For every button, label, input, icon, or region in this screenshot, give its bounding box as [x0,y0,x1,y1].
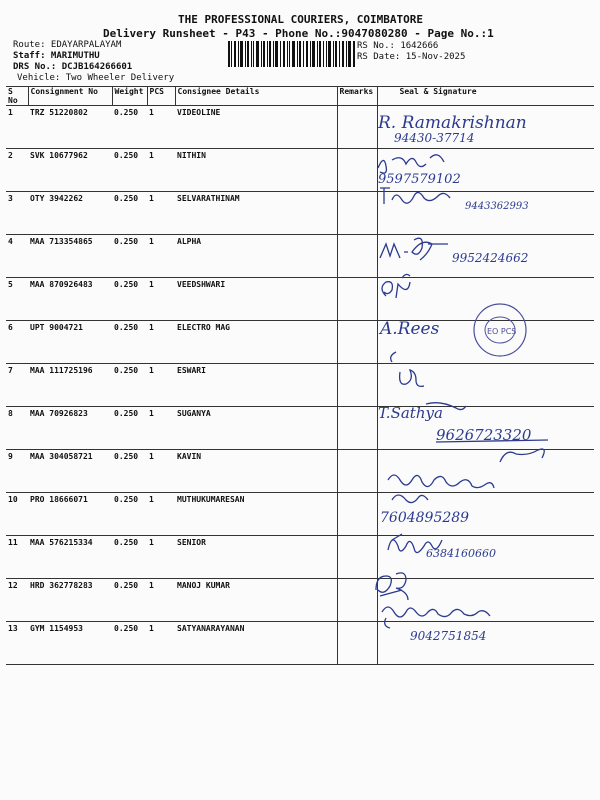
signature-cell [377,450,594,493]
sno-cell: 12 [6,579,28,622]
consignee-cell: KAVIN [175,450,337,493]
consignment-cell: TRZ 51220802 [28,106,112,149]
table-row [6,149,594,192]
weight-cell: 0.250 [112,235,147,278]
pcs-cell: 1 [147,106,175,149]
stamp-text: EO PCS [487,327,517,336]
sno-cell: 5 [6,278,28,321]
consignee-cell: ALPHA [175,235,337,278]
pcs-cell: 1 [147,192,175,235]
sno-cell: 4 [6,235,28,278]
weight-cell: 0.250 [112,536,147,579]
remarks-cell [337,149,377,192]
signature-cell [377,321,594,364]
consignment-cell: HRD 362778283 [28,579,112,622]
pcs-cell: 1 [147,450,175,493]
sno-cell: 6 [6,321,28,364]
pcs-cell: 1 [147,364,175,407]
weight-cell: 0.250 [112,149,147,192]
consignee-cell: MUTHUKUMARESAN [175,493,337,536]
remarks-cell [337,364,377,407]
signature-cell [377,278,594,321]
table-row [6,622,594,665]
signature-cell [377,536,594,579]
signature-phone: 9626723320 [436,426,532,444]
signature-cell [377,407,594,450]
weight-cell: 0.250 [112,278,147,321]
consignee-cell: VEEDSHWARI [175,278,337,321]
consignment-cell: MAA 304058721 [28,450,112,493]
weight-cell: 0.250 [112,493,147,536]
sno-cell: 3 [6,192,28,235]
table-row [6,536,594,579]
signature-phone: 9042751854 [410,629,487,643]
pcs-cell: 1 [147,235,175,278]
consignment-cell: SVK 10677962 [28,149,112,192]
remarks-cell [337,450,377,493]
weight-cell: 0.250 [112,321,147,364]
vehicle-text: Vehicle: Two Wheeler Delivery [17,73,175,83]
barcode-image [228,41,355,67]
weight-cell: 0.250 [112,192,147,235]
weight-cell: 0.250 [112,579,147,622]
remarks-cell [337,321,377,364]
signature-name: R. Ramakrishnan [378,113,527,133]
consignment-cell: MAA 111725196 [28,364,112,407]
consignment-cell: GYM 1154953 [28,622,112,665]
consignment-cell: MAA 870926483 [28,278,112,321]
pcs-cell: 1 [147,622,175,665]
signature-cell [377,235,594,278]
route-text: Route: EDAYARPALAYAM [13,40,122,50]
pcs-cell: 1 [147,278,175,321]
sno-cell: 13 [6,622,28,665]
remarks-cell [337,235,377,278]
consignee-cell: VIDEOLINE [175,106,337,149]
table-row [6,493,594,536]
pcs-cell: 1 [147,321,175,364]
table-row [6,364,594,407]
signature-phone: 6384160660 [426,547,496,560]
sno-cell: 2 [6,149,28,192]
signature-phone: 94430-37714 [394,131,475,145]
consignee-cell: SELVARATHINAM [175,192,337,235]
consignment-cell: MAA 576215334 [28,536,112,579]
pcs-cell: 1 [147,149,175,192]
sno-cell: 11 [6,536,28,579]
pcs-cell: 1 [147,536,175,579]
column-header-signature: Seal & Signature [377,87,594,106]
sno-cell: 7 [6,364,28,407]
column-header-consignee: Consignee Details [175,87,337,106]
column-header-pcs: PCS [147,87,175,106]
remarks-cell [337,278,377,321]
signature-phone: 9952424662 [452,251,529,265]
drs-number: DRS No.: DCJB164266601 [13,62,133,72]
consignee-cell: MANOJ KUMAR [175,579,337,622]
company-name: THE PROFESSIONAL COURIERS, COIMBATORE [178,13,424,26]
signature-cell [377,622,594,665]
rs-date: RS Date: 15-Nov-2025 [357,52,466,62]
sno-cell: 8 [6,407,28,450]
consignment-cell: PRO 18666071 [28,493,112,536]
consignee-cell: SENIOR [175,536,337,579]
table-row [6,106,594,149]
remarks-cell [337,407,377,450]
signature-name: T.Sathya [378,404,443,422]
signature-cell [377,149,594,192]
signature-phone: 7604895289 [380,510,470,526]
sno-cell: 9 [6,450,28,493]
column-header-weight: Weight [112,87,147,106]
table-row [6,450,594,493]
staff-text: Staff: MARIMUTHU [13,51,100,61]
rs-number: RS No.: 1642666 [357,41,439,51]
remarks-cell [337,579,377,622]
consignee-cell: SATYANARAYANAN [175,622,337,665]
weight-cell: 0.250 [112,622,147,665]
pcs-cell: 1 [147,407,175,450]
signature-phone: 9443362993 [465,201,529,212]
weight-cell: 0.250 [112,106,147,149]
signature-name: A.Rees [380,319,440,339]
pcs-cell: 1 [147,493,175,536]
consignee-cell: NITHIN [175,149,337,192]
signature-cell [377,192,594,235]
consignment-cell: MAA 713354865 [28,235,112,278]
weight-cell: 0.250 [112,450,147,493]
table-row [6,278,594,321]
signature-cell [377,493,594,536]
signature-cell [377,106,594,149]
runsheet-table [6,86,594,665]
table-row [6,407,594,450]
table-row [6,235,594,278]
table-row [6,579,594,622]
consignment-cell: MAA 70926823 [28,407,112,450]
weight-cell: 0.250 [112,407,147,450]
sno-cell: 10 [6,493,28,536]
column-header-sno: S No [6,87,28,106]
remarks-cell [337,622,377,665]
pcs-cell: 1 [147,579,175,622]
consignee-cell: ESWARI [175,364,337,407]
consignee-cell: SUGANYA [175,407,337,450]
table-header-row [6,87,594,106]
consignee-cell: ELECTRO MAG [175,321,337,364]
table-row [6,192,594,235]
weight-cell: 0.250 [112,364,147,407]
remarks-cell [337,192,377,235]
column-header-remarks: Remarks [337,87,377,106]
signature-cell [377,364,594,407]
runsheet-title: Delivery Runsheet - P43 - Phone No.:9047080280 - Page No.:1 [103,27,494,40]
table-row [6,321,594,364]
signature-cell [377,579,594,622]
consignment-cell: UPT 9004721 [28,321,112,364]
remarks-cell [337,536,377,579]
consignment-cell: OTY 3942262 [28,192,112,235]
signature-phone: 9597579102 [378,172,461,187]
sno-cell: 1 [6,106,28,149]
remarks-cell [337,493,377,536]
column-header-consignment: Consignment No [28,87,112,106]
remarks-cell [337,106,377,149]
